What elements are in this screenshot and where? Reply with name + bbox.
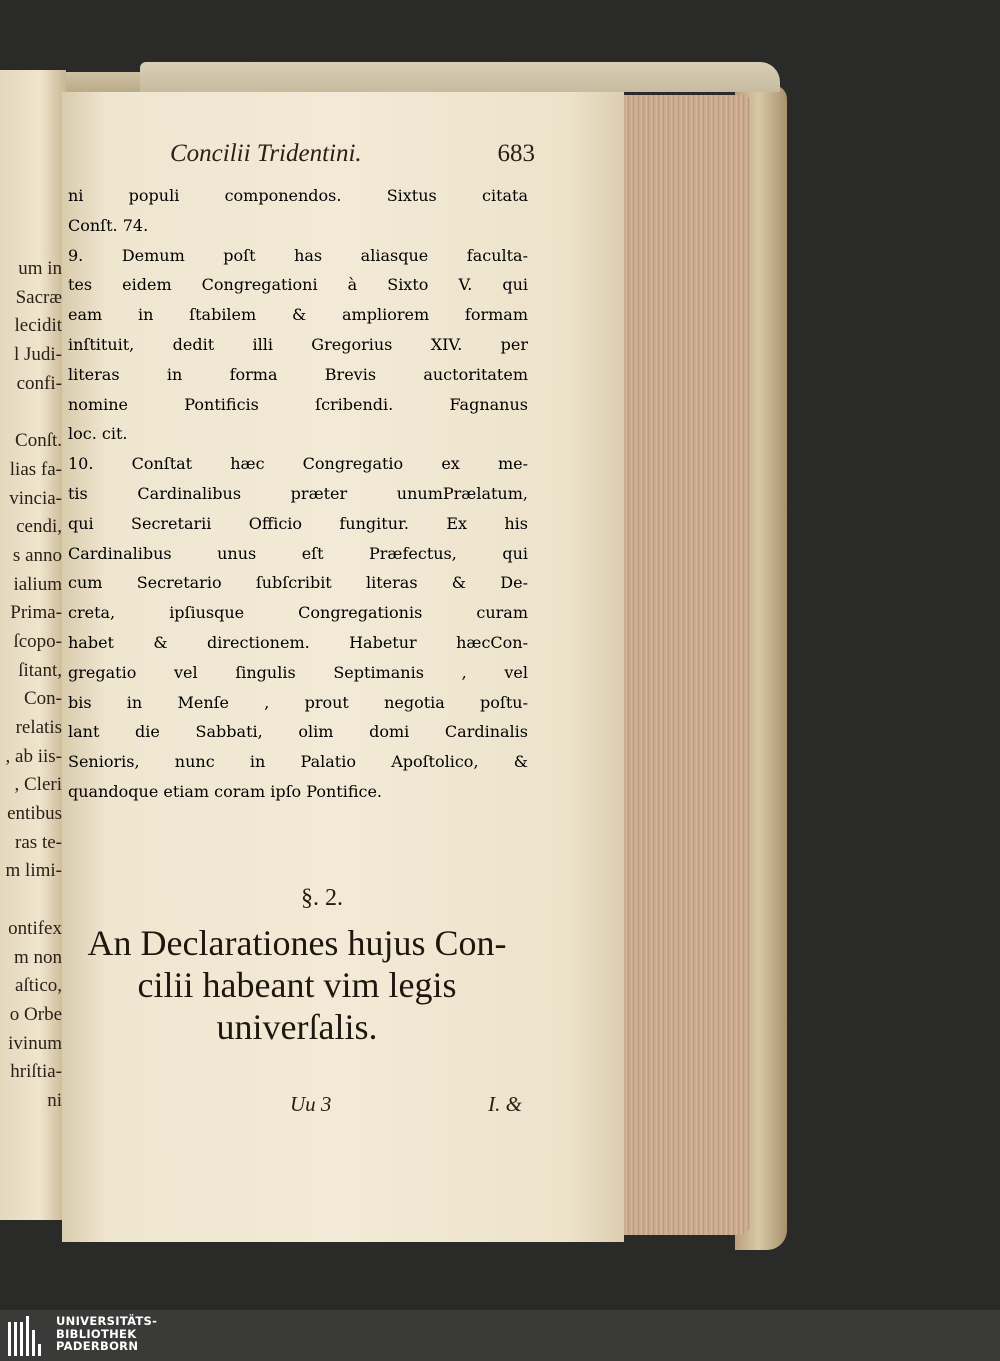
left-fragment-line: ontifex: [8, 917, 62, 939]
left-fragment-line: [0, 886, 62, 915]
running-head-title: Concilii Tridentini.: [170, 140, 362, 167]
left-fragment-line: ivinum: [8, 1032, 62, 1054]
heading-line: An Declarationes hujus Con-: [87, 923, 507, 963]
logo-line: UNIVERSITÄTS-: [56, 1314, 158, 1328]
text-line: Conſt. 74.: [68, 215, 149, 235]
left-fragment-line: o Orbe: [9, 1003, 62, 1025]
left-fragment-line: ſcopo-: [13, 630, 62, 652]
section-mark: §. 2.: [301, 885, 343, 911]
text-line: qui Secretarii Officio fungitur. Ex his: [68, 513, 528, 533]
left-fragment-line: confi-: [16, 372, 62, 394]
left-fragment-line: Conſt.: [15, 430, 62, 452]
text-line: gregatio vel ſingulis Septimanis , vel: [68, 662, 528, 682]
heading-line: univerſalis.: [216, 1007, 378, 1047]
text-line: Senioris, nunc in Palatio Apoſtolico, &: [68, 752, 528, 772]
left-fragment-line: lias fa-: [9, 458, 62, 480]
left-fragment-line: vincia-: [9, 487, 62, 509]
left-fragment-line: , Cleri: [14, 774, 62, 796]
left-fragment-line: relatis: [15, 717, 62, 738]
left-fragment-line: ni: [47, 1089, 62, 1111]
left-fragment-line: hriſtia-: [10, 1061, 62, 1083]
section-heading: [66, 922, 528, 1048]
left-fragment-line: , ab iis-: [5, 745, 62, 767]
left-fragment-line: m non: [13, 946, 62, 968]
library-logo-text: [56, 1315, 157, 1353]
page-number: 683: [497, 140, 535, 167]
logo-line: PADERBORN: [56, 1339, 139, 1353]
left-page: [0, 70, 66, 1220]
text-line: Cardinalibus unus eſt Præfectus, qui: [68, 543, 528, 563]
text-line: eam in ſtabilem & ampliorem formam: [68, 305, 528, 325]
text-line: tes eidem Congregationi à Sixto V. qui: [68, 275, 528, 295]
left-fragment-line: ialium: [13, 573, 62, 595]
text-line: bis in Menſe , prout negotia poſtu-: [68, 692, 528, 712]
text-line: lant die Sabbati, olim domi Cardinalis: [68, 722, 528, 742]
text-line: literas in forma Brevis auctoritatem: [68, 364, 528, 384]
text-line: nomine Pontificis ſcribendi. Fagnanus: [68, 394, 528, 414]
left-fragment-line: Sacræ: [15, 286, 62, 308]
left-fragment-line: um in: [18, 258, 62, 279]
left-fragment-line: l Judi-: [13, 344, 62, 366]
text-line: loc. cit.: [68, 424, 128, 444]
text-line: habet & directionem. Habetur hæcCon-: [68, 632, 528, 652]
left-fragment-line: lecidit: [14, 315, 62, 337]
book-cover-edge-top: [140, 62, 780, 92]
text-line: tis Cardinalibus præter unumPrælatum,: [68, 483, 528, 503]
catchword: I. &: [488, 1092, 522, 1116]
text-line: 9. Demum poſt has aliasque faculta-: [68, 245, 528, 265]
left-fragment-line: aſtico,: [15, 975, 62, 997]
text-line: inſtituit, dedit illi Gregorius XIV. per: [68, 334, 528, 354]
text-line: quandoque etiam coram ipſo Pontifice.: [68, 781, 383, 801]
text-line: cum Secretario ſubſcribit literas & De-: [68, 573, 528, 593]
left-fragment-line: [0, 398, 62, 427]
text-line: 10. Conſtat hæc Congregatio ex me-: [68, 454, 528, 474]
text-line: creta, ipſiusque Congregationis curam: [68, 603, 528, 623]
left-fragment-line: m limi-: [5, 860, 62, 882]
heading-line: cilii habeant vim legis: [137, 965, 457, 1005]
text-line: ni populi componendos. Sixtus citata: [68, 186, 528, 205]
catch-line: [290, 1092, 522, 1122]
body-text: [68, 186, 528, 812]
page-fore-edge: [615, 95, 750, 1235]
left-fragment-line: s anno: [12, 544, 62, 566]
signature-mark: Uu 3: [290, 1092, 332, 1116]
left-fragment-line: cendi,: [16, 516, 62, 538]
left-page-text-fragments: [0, 255, 62, 1116]
left-fragment-line: entibus: [7, 803, 62, 825]
left-fragment-line: Con-: [24, 688, 62, 710]
left-fragment-line: ſitant,: [18, 659, 62, 681]
logo-line: BIBLIOTHEK: [56, 1326, 137, 1341]
running-head: [170, 140, 535, 174]
left-fragment-line: ras te-: [15, 831, 62, 853]
library-logo-icon: [8, 1316, 48, 1356]
left-fragment-line: Prima-: [10, 602, 62, 624]
